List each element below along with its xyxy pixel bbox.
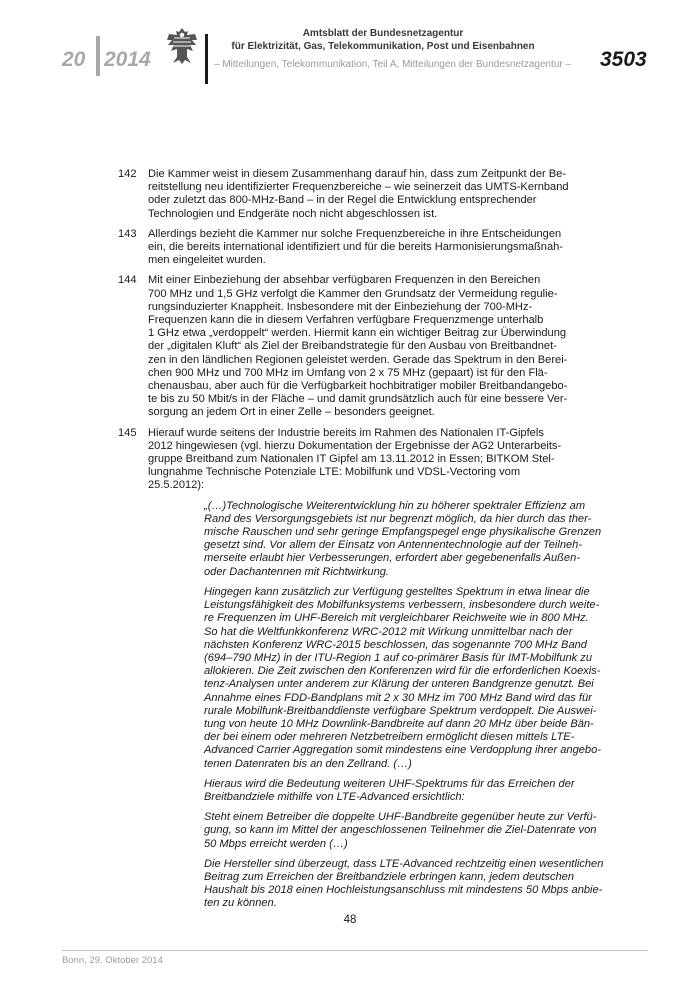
- journal-subtitle: für Elektrizität, Gas, Telekommunikation, Post und Eisenbahnen: [231, 41, 535, 52]
- text-line: Mit einer Einbeziehung der absehbar verfügbaren Frequenzen in den Bereichen: [148, 274, 541, 287]
- text-line: mische Rauschen und sehr geringe Empfangspegel enge physikalische Grenzen: [204, 526, 602, 539]
- text-line: der bei einem oder mehreren Netzbetreibern ermöglicht diesen mittels LTE-: [204, 731, 575, 744]
- issue-separator: [96, 36, 100, 76]
- text-line: tenen Datenraten bis an den Zellrand. (…): [204, 757, 412, 770]
- page-center-number: 48: [343, 914, 357, 926]
- text-line: Technologien und Endgeräte noch nicht abgeschlossen ist.: [148, 207, 438, 220]
- footer-divider: [62, 950, 648, 951]
- paragraph-number: 144: [118, 274, 137, 287]
- paragraph-143: [118, 228, 598, 268]
- text-line: tenz-Analysen unter anderem zur Klärung der unteren Bandgrenze genutzt. Bei: [204, 678, 594, 691]
- text-line: Hieraus wird die Bedeutung weiteren UHF-Spektrums für das Erreichen der: [204, 777, 575, 790]
- text-line: lungnahme Technische Potenziale LTE: Mobilfunk und VDSL-Vectoring vom: [148, 466, 521, 479]
- text-line: zen in den ländlichen Regionen geleistet werden. Gerade das Spektrum in den Berei-: [148, 353, 568, 366]
- quote-paragraph: [204, 811, 598, 851]
- quote-paragraph: [204, 585, 601, 771]
- text-line: tung von heute 10 MHz Downlink-Bandbreite auf dann 20 MHz über beide Bän-: [204, 717, 594, 730]
- page-header: [0, 0, 700, 90]
- text-line: Die Kammer weist in diesem Zusammenhang darauf hin, dass zum Zeitpunkt der Be-: [148, 168, 567, 180]
- text-line: Rand des Versorgungsgebiets ist nur begrenzt möglich, da hier durch das ther-: [204, 512, 592, 525]
- text-line: 1 GHz etwa „verdoppelt“ werden. Hiermit kann ein wichtiger Beitrag zur Überwindung: [148, 327, 567, 340]
- text-line: sorgung an jedem Ort in einer Zelle – besonders geeignet.: [148, 406, 435, 419]
- paragraph-text: [148, 274, 598, 419]
- footer-date: Bonn, 29. Oktober 2014: [62, 955, 163, 966]
- body-content: [118, 168, 604, 918]
- paragraph-number: 143: [118, 227, 137, 240]
- text-line: Steht einem Betreiber die doppelte UHF-Bandbreite gegenüber heute zur Verfü-: [204, 811, 597, 824]
- text-line: 2012 hingewiesen (vgl. hierzu Dokumentation der Ergebnisse der AG2 Unterarbeits-: [148, 439, 562, 452]
- text-line: Beitrag zum Erreichen der Breitbandziele erbringen kann, jedem deutschen: [204, 870, 575, 883]
- paragraph-text: [148, 228, 598, 268]
- text-line: men eingeleitet wurden.: [148, 254, 266, 267]
- text-line: gesetzt sind. Vor allem der Einsatz von Antennentechnologie auf der Teilneh-: [204, 539, 583, 552]
- text-line: Haushalt bis 2018 einen Hochleistungsanschluss mit mindestens 50 Mbps anbie-: [204, 884, 603, 897]
- quote-paragraph: [204, 778, 598, 804]
- text-line: Leistungsfähigkeit des Mobilfunksystems verbessern, insbesondere durch weite-: [204, 599, 600, 612]
- quote-paragraph: [204, 857, 604, 911]
- text-line: Hingegen kann zusätzlich zur Verfügung gestelltes Spektrum in etwa linear die: [204, 585, 590, 598]
- text-line: oder zuletzt das 800-MHz-Band – in der Regel die Entwicklung entsprechender: [148, 194, 537, 207]
- text-line: „(…)Technologische Weiterentwicklung hin zu höherer spektraler Effizienz am: [204, 499, 586, 512]
- paragraph-number: 145: [118, 426, 137, 439]
- paragraph-145: [118, 426, 604, 911]
- journal-title: Amtsblatt der Bundesnetzagentur: [302, 28, 464, 39]
- text-line: nächsten Konferenz WRC-2015 beschlossen, das sogenannte 700 MHz Band: [204, 638, 587, 651]
- text-line: te bis zu 50 Mbit/s in der Fläche – und damit grundsätzlich auch für eine bessere Ver-: [148, 393, 568, 406]
- text-line: Annahme eines FDD-Bandplans mit 2 x 30 MHz im 700 MHz Band wird das für: [204, 691, 592, 704]
- text-line: 50 Mbps erreicht werden (…): [204, 837, 348, 850]
- text-line: allokieren. Die Zeit zwischen den Konferenzen wird für die erforderlichen Koexis-: [204, 665, 601, 678]
- text-line: chen 900 MHz und 700 MHz im Umfang von 2 x 75 MHz (gepaart) ist für den Flä-: [148, 366, 548, 379]
- text-line: (694–790 MHz) in der ITU-Region 1 auf co-primärer Basis für IMT-Mobilfunk zu: [204, 651, 593, 664]
- text-line: der „digitalen Kluft“ als Ziel der Breibandstrategie für den Ausbau von Breitbandnet-: [148, 340, 557, 353]
- text-line: re Frequenzen im UHF-Bereich mit vergleichbarer Reichweite wie in 800 MHz.: [204, 612, 589, 625]
- federal-eagle-icon: [165, 26, 199, 66]
- paragraph-144: [118, 274, 598, 419]
- text-line: ten zu können.: [204, 897, 277, 910]
- text-line: reitstellung neu identifizierter Frequenzbereiche – wie seinerzeit das UMTS-Kernband: [148, 181, 569, 194]
- text-line: Frequenzen kann die in diesem Verfahren verfügbare Frequenzmenge unterhalb: [148, 314, 544, 327]
- text-line: So hat die Weltfunkkonferenz WRC-2012 mit Wirkung unmittelbar nach der: [204, 625, 573, 638]
- section-subtitle: – Mitteilungen, Telekommunikation, Teil A, Mitteilungen der Bundesnetzagentur –: [214, 59, 572, 70]
- text-line: Breitbandziele mithilfe von LTE-Advanced ersichtlich:: [204, 790, 465, 803]
- text-line: gruppe Breitband zum Nationalen IT Gipfel am 13.11.2012 in Essen; BITKOM Stel-: [148, 453, 555, 466]
- text-line: 700 MHz und 1,5 GHz verfolgt die Kammer den Grundsatz der Vermeidung regulie-: [148, 287, 558, 300]
- quotation-block: [148, 499, 604, 911]
- text-line: ein, die bereits international identifiziert und für die bereits Harmonisierungsmaßnah-: [148, 241, 563, 254]
- page-number: 3503: [600, 48, 647, 71]
- text-line: 25.5.2012):: [148, 479, 205, 492]
- quote-paragraph: [204, 499, 602, 579]
- paragraph-text: [148, 168, 598, 221]
- header-divider: [205, 34, 208, 84]
- text-line: rurale Mobilfunk-Breitbanddienste verfügbare Spektrum verdoppelt. Die Auswei-: [204, 704, 597, 717]
- text-line: Advanced Carrier Aggregation somit mindestens eine Verdopplung ihrer angebo-: [204, 744, 601, 757]
- paragraph-number: 142: [118, 168, 137, 180]
- issue-year: 2014: [104, 48, 151, 71]
- text-line: rungsinduzierter Knappheit. Insbesondere mit der Einbeziehung der 700-MHz-: [148, 300, 533, 313]
- text-line: gung, so kann im Mittel der angeschlossenen Teilnehmer die Ziel-Datenrate von: [204, 824, 597, 837]
- text-line: oder Dachantennen mit Richtwirkung.: [204, 565, 389, 578]
- text-line: Hierauf wurde seitens der Industrie bereits im Rahmen des Nationalen IT-Gipfels: [148, 426, 544, 439]
- text-line: Allerdings bezieht die Kammer nur solche Frequenzbereiche in ihre Entscheidungen: [148, 227, 562, 240]
- text-line: merseite erlaubt hier Verbesserungen, erfordert aber gegebenenfalls Außen-: [204, 552, 580, 565]
- text-line: Die Hersteller sind überzeugt, dass LTE-Advanced rechtzeitig einen wesentlichen: [204, 857, 604, 870]
- paragraph-text: [148, 427, 598, 493]
- paragraph-142: [118, 168, 598, 221]
- text-line: chenausbau, aber auch für die Verfügbarkeit hochbitratiger mobiler Breitbandangebo-: [148, 380, 568, 393]
- issue-number: 20: [62, 48, 86, 71]
